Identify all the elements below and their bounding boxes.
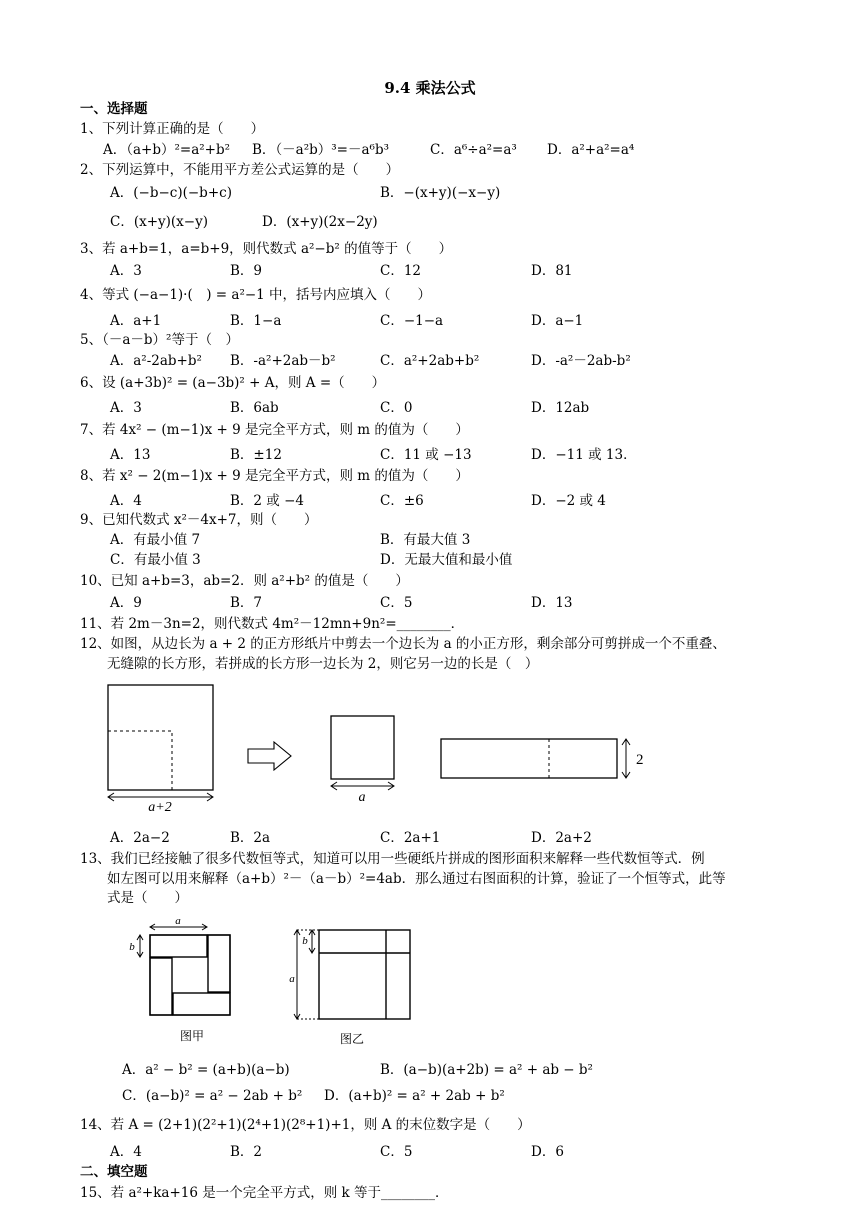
question-8-stem: 8、若 x² − 2(m−1)x + 9 是完全平方式，则 m 的值为（ ）: [80, 468, 469, 484]
question-13-stem-line-1: 13、我们已经接触了很多代数恒等式，知道可以用一些硬纸片拼成的图形面积来解释一些代数恒等式．例: [80, 851, 705, 867]
question-7-option-c: C．11 或 −13: [380, 447, 472, 463]
question-9-option-b: B．有最大值 3: [380, 532, 471, 548]
question-13-figures: [120, 912, 430, 1052]
section-fill-heading: 二、填空题: [80, 1164, 148, 1180]
question-3-option-b: B．9: [230, 263, 263, 279]
question-5-option-d: D．-a²－2ab-b²: [531, 353, 631, 369]
question-10-option-c: C．5: [380, 595, 413, 611]
question-8-option-c: C．±6: [380, 493, 424, 509]
question-5-option-b: B．-a²+2ab－b²: [230, 353, 336, 369]
question-12-stem-line-2: 无缝隙的长方形，若拼成的长方形一边长为 2，则它另一边的长是（ ）: [107, 656, 539, 672]
question-5-stem: 5、（－a－b）²等于（ ）: [80, 332, 239, 348]
question-15-stem: 15、若 a²+ka+16 是一个完全平方式，则 k 等于________．: [80, 1185, 449, 1201]
question-3-option-d: D．81: [531, 263, 573, 279]
question-9-option-c: C．有最小值 3: [110, 552, 201, 568]
question-2-option-d: D．(x+y)(2x−2y): [262, 214, 378, 230]
question-6-stem: 6、设 (a+3b)² = (a−3b)² + A，则 A =（ ）: [80, 375, 386, 391]
question-13-option-d: D．(a+b)² = a² + 2ab + b²: [324, 1088, 505, 1104]
question-4-option-d: D．a−1: [531, 313, 584, 329]
question-8-option-b: B．2 或 −4: [230, 493, 304, 509]
question-2-option-a: A．(−b−c)(−b+c): [110, 185, 232, 201]
question-1-option-a: A．（a+b）²=a²+b²: [103, 142, 231, 158]
cut-line: [108, 731, 172, 790]
question-6-option-c: C．0: [380, 400, 413, 416]
question-14-option-a: A．4: [110, 1144, 142, 1160]
question-11-stem: 11、若 2m－3n=2，则代数式 4m²－12mn+9n²=________．: [80, 616, 465, 632]
question-4-option-b: B．1−a: [230, 313, 282, 329]
question-5-option-a: A．a²-2ab+b²: [110, 353, 202, 369]
question-7-option-a: A．13: [110, 447, 151, 463]
question-12-option-b: B．2a: [230, 830, 271, 846]
question-1-option-c: C．a⁶÷a²=a³: [430, 142, 517, 158]
question-1-option-b: B．（－a²b）³=－a⁶b³: [252, 142, 390, 158]
question-13-option-c: C．(a−b)² = a² − 2ab + b²: [122, 1088, 303, 1104]
question-10-option-a: A．9: [110, 595, 142, 611]
page-title: 9.4 乘法公式: [384, 79, 476, 97]
question-9-option-d: D．无最大值和最小值: [380, 552, 513, 568]
question-5-option-c: C．a²+2ab+b²: [380, 353, 480, 369]
right-arrow-icon: [248, 742, 291, 770]
question-10-stem: 10、已知 a+b=3，ab=2．则 a²+b² 的值是（ ）: [80, 573, 409, 589]
question-14-option-c: C．5: [380, 1144, 413, 1160]
figure-jia: [129, 915, 230, 1043]
figure-yi-caption: 图乙: [339, 1032, 365, 1046]
label-a: a: [175, 915, 181, 927]
question-10-option-b: B．7: [230, 595, 263, 611]
question-14-option-d: D．6: [531, 1144, 564, 1160]
question-7-stem: 7、若 4x² − (m−1)x + 9 是完全平方式，则 m 的值为（ ）: [80, 422, 469, 438]
question-14-option-b: B．2: [230, 1144, 263, 1160]
question-8-option-d: D．−2 或 4: [531, 493, 606, 509]
big-square-label: a+2: [148, 800, 172, 815]
question-3-option-c: C．12: [380, 263, 422, 279]
question-12-stem-line-1: 12、如图，从边长为 a + 2 的正方形纸片中剪去一个边长为 a 的小正方形，剩余部分可剪拼成一个不重叠、: [80, 636, 726, 652]
label-b: b: [129, 941, 135, 953]
question-4-option-a: A．a+1: [110, 313, 162, 329]
question-8-option-a: A．4: [110, 493, 142, 509]
question-6-option-b: B．6ab: [230, 400, 279, 416]
question-13-option-a: A．a² − b² = (a+b)(a−b): [122, 1062, 290, 1078]
question-2-stem: 2、下列运算中，不能用平方差公式运算的是（ ）: [80, 162, 400, 178]
question-12-option-c: C．2a+1: [380, 830, 441, 846]
question-6-option-a: A．3: [110, 400, 142, 416]
question-12-figure: [100, 675, 660, 815]
question-2-option-b: B．−(x+y)(−x−y): [380, 185, 501, 201]
question-2-option-c: C．(x+y)(x−y): [110, 214, 209, 230]
question-7-option-b: B．±12: [230, 447, 282, 463]
question-10-option-d: D．13: [531, 595, 573, 611]
big-square: [108, 685, 213, 790]
question-9-stem: 9、已知代数式 x²－4x+7，则（ ）: [80, 512, 318, 528]
result-rectangle: [441, 739, 617, 778]
small-square-label: a: [358, 790, 366, 805]
label-a-2: a: [289, 973, 295, 985]
question-1-stem: 1、下列计算正确的是（ ）: [80, 121, 265, 137]
rectangle-side-label: 2: [636, 752, 644, 768]
question-6-option-d: D．12ab: [531, 400, 590, 416]
question-12-option-d: D．2a+2: [531, 830, 592, 846]
small-square: [331, 716, 394, 779]
question-4-stem: 4、等式 (−a−1)·( ) = a²−1 中，括号内应填入（ ）: [80, 287, 432, 303]
question-9-option-a: A．有最小值 7: [110, 532, 201, 548]
section-choice-heading: 一、选择题: [80, 101, 148, 117]
question-3-stem: 3、若 a+b=1，a=b+9，则代数式 a²−b² 的值等于（ ）: [80, 241, 453, 257]
question-4-option-c: C．−1−a: [380, 313, 444, 329]
question-1-option-d: D．a²+a²=a⁴: [547, 142, 635, 158]
figure-jia-caption: 图甲: [179, 1029, 205, 1043]
question-13-stem-line-3: 式是（ ）: [107, 890, 188, 906]
question-13-option-b: B．(a−b)(a+2b) = a² + ab − b²: [380, 1062, 593, 1078]
question-12-option-a: A．2a−2: [110, 830, 170, 846]
question-13-stem-line-2: 如左图可以用来解释（a+b）²－（a－b）²=4ab．那么通过右图面积的计算，验证了一个恒等式，此等: [107, 871, 726, 887]
label-b-2: b: [302, 935, 308, 947]
question-7-option-d: D．−11 或 13．: [531, 447, 637, 463]
question-3-option-a: A．3: [110, 263, 142, 279]
question-14-stem: 14、若 A = (2+1)(2²+1)(2⁴+1)(2⁸+1)+1，则 A 的末位数字是（ ）: [80, 1117, 531, 1133]
figure-yi: [289, 930, 410, 1046]
